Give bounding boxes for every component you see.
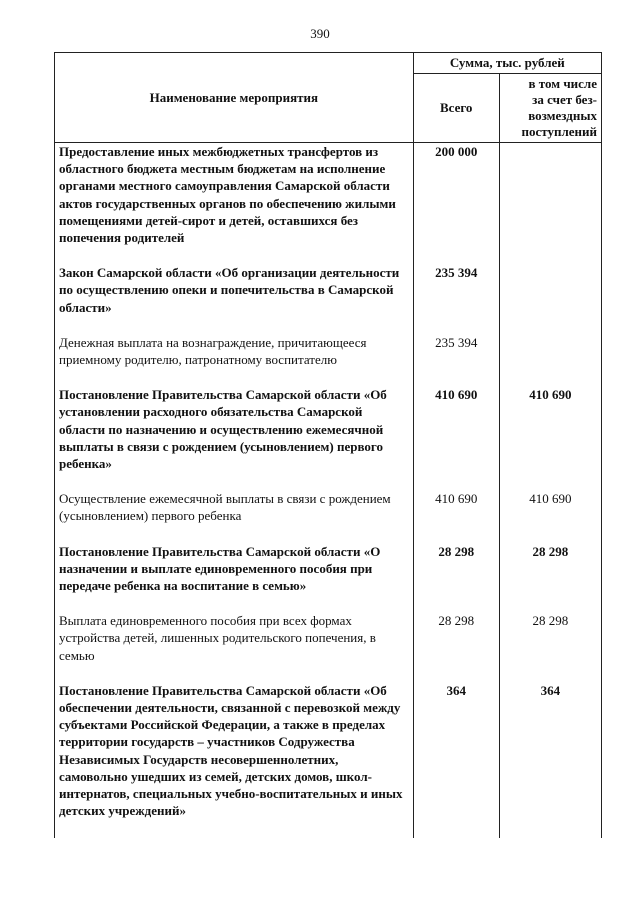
row-name: Выплата единовременного пособия при всех формах устройства детей, лишенных родительского попечения, в семью xyxy=(55,612,414,682)
row-total: 410 690 xyxy=(413,490,499,542)
table-row xyxy=(55,143,602,265)
row-free xyxy=(499,264,601,334)
row-total: 364 xyxy=(413,682,499,838)
header-free-line-1: в том числе xyxy=(528,76,597,91)
header-free xyxy=(499,74,601,143)
page-number: 390 xyxy=(310,26,330,41)
row-name: Денежная выплата на вознаграждение, причитающееся приемному родителю, патронатному воспитателю xyxy=(55,334,414,386)
row-total: 235 394 xyxy=(413,334,499,386)
budget-table xyxy=(54,52,602,838)
row-total: 410 690 xyxy=(413,386,499,490)
row-free: 28 298 xyxy=(499,543,601,613)
row-free: 410 690 xyxy=(499,490,601,542)
row-free: 410 690 xyxy=(499,386,601,490)
row-total: 235 394 xyxy=(413,264,499,334)
row-free xyxy=(499,143,601,265)
row-free: 28 298 xyxy=(499,612,601,682)
budget-table-wrapper xyxy=(54,52,604,838)
table-row xyxy=(55,682,602,838)
row-free: 364 xyxy=(499,682,601,838)
table-row xyxy=(55,490,602,542)
table-row xyxy=(55,543,602,613)
header-free-line-3: возмездных xyxy=(528,108,597,123)
row-free xyxy=(499,334,601,386)
row-name: Предоставление иных межбюджетных трансфертов из областного бюджета местным бюджетам на исполнение органами местного самоуправления Самарской области актов государственных органов по обеспечению жилыми помещениями детей-сирот и детей, оставшихся без попечения родителей xyxy=(55,143,414,265)
header-name: Наименование мероприятия xyxy=(55,53,414,143)
row-name: Закон Самарской области «Об организации деятельности по осуществлению опеки и попечительства в Самарской области» xyxy=(55,264,414,334)
row-total: 200 000 xyxy=(413,143,499,265)
header-free-line-2: за счет без- xyxy=(532,92,597,107)
header-total: Всего xyxy=(413,74,499,143)
row-name: Постановление Правительства Самарской области «Об обеспечении деятельности, связанной с перевозкой между субъектами Российской Федерации, а также в пределах территории государств – участников Содружества Независимых Государств несовершеннолетних, самовольно ушедших из семей, детских домов, школ-интернатов, специальных учебно-воспитательных и иных детских учреждений» xyxy=(55,682,414,838)
table-row xyxy=(55,334,602,386)
header-sum: Сумма, тыс. рублей xyxy=(413,53,601,74)
row-name: Осуществление ежемесячной выплаты в связи с рождением (усыновлением) первого ребенка xyxy=(55,490,414,542)
row-name: Постановление Правительства Самарской области «О назначении и выплате единовременного пособия при передаче ребенка на воспитание в семью» xyxy=(55,543,414,613)
row-total: 28 298 xyxy=(413,543,499,613)
header-free-line-4: поступлений xyxy=(521,124,597,139)
table-row xyxy=(55,612,602,682)
row-total: 28 298 xyxy=(413,612,499,682)
table-row xyxy=(55,264,602,334)
table-body xyxy=(55,143,602,838)
table-header xyxy=(55,53,602,143)
row-name: Постановление Правительства Самарской области «Об установлении расходного обязательства Самарской области по назначению и осуществлению ежемесячной выплаты в связи с рождением (усыновлением) первого ребенка» xyxy=(55,386,414,490)
table-row xyxy=(55,386,602,490)
